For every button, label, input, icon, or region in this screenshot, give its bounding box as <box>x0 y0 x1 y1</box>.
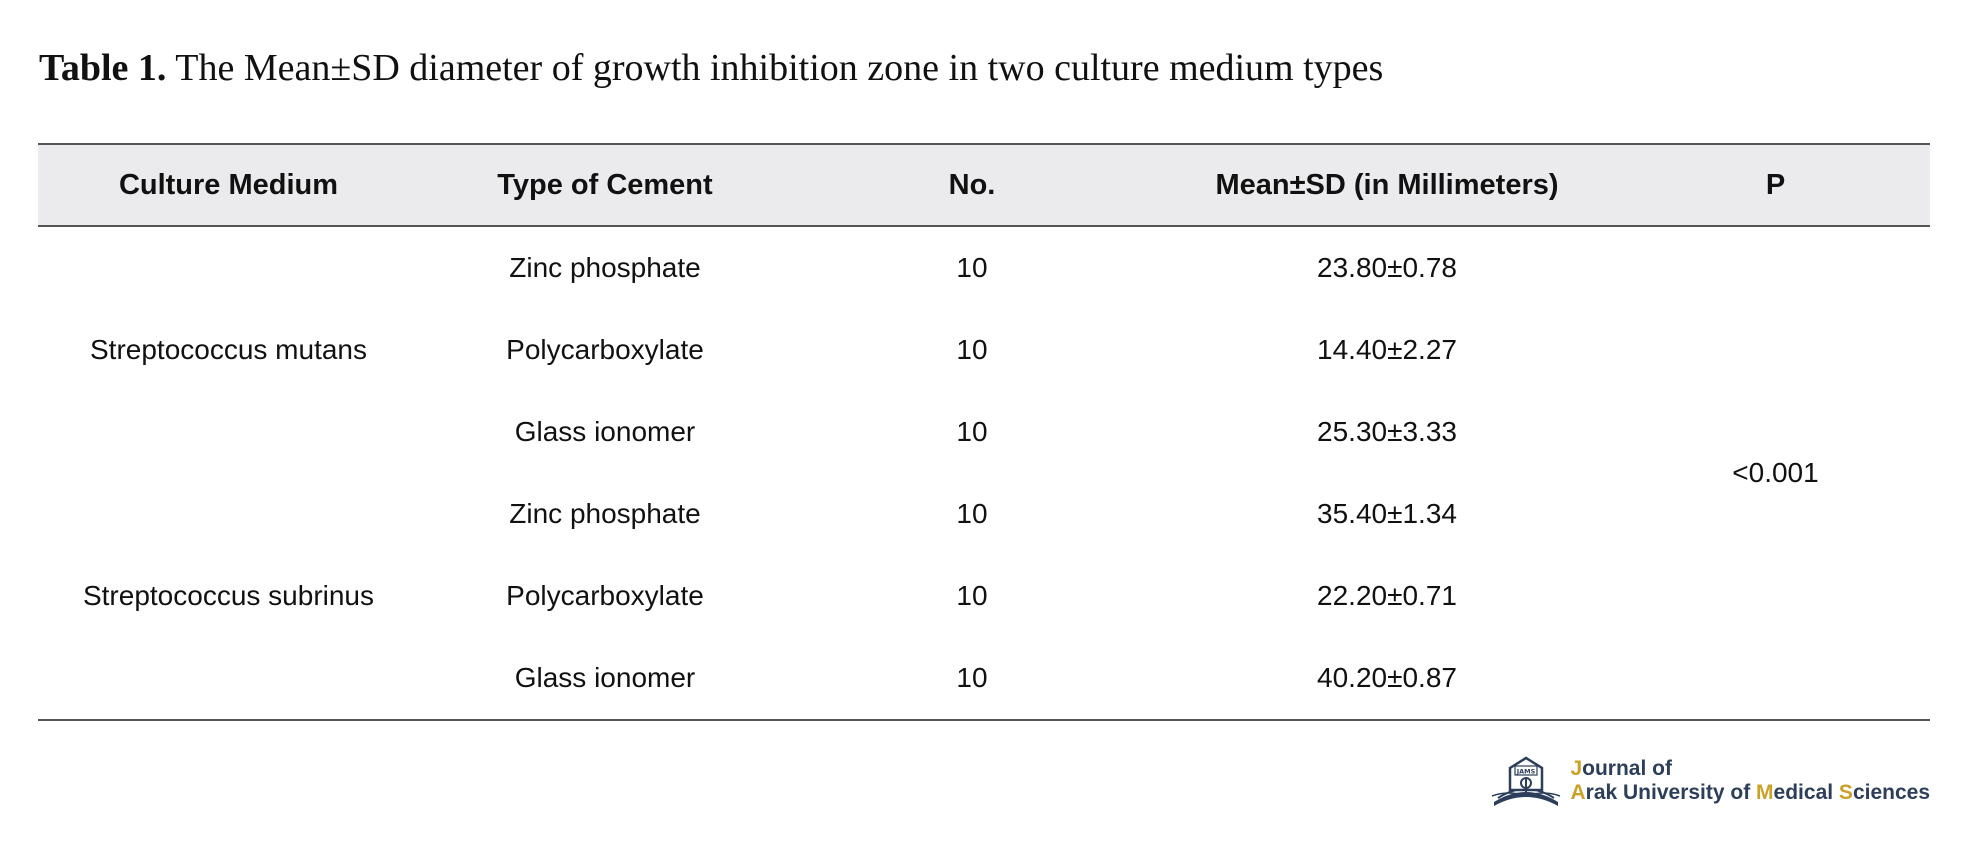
journal-logo <box>1488 752 1930 810</box>
count-cell: 10 <box>956 252 988 283</box>
cement-cell: Zinc phosphate <box>509 252 701 283</box>
header-no: No. <box>791 144 1153 226</box>
caption-label: Table 1. <box>39 47 167 89</box>
cement-cell: Polycarboxylate <box>506 334 704 365</box>
table-caption <box>39 46 1383 90</box>
cement-cell: Polycarboxylate <box>506 580 704 611</box>
journal-emblem-icon <box>1488 752 1564 810</box>
culture-medium-cell: Streptococcus subrinus <box>38 473 419 720</box>
journal-name-line1: Journal of <box>1570 757 1672 780</box>
header-culture-medium: Culture Medium <box>38 144 419 226</box>
journal-name <box>1570 757 1930 805</box>
results-table <box>38 143 1930 721</box>
p-value-cell: <0.001 <box>1621 226 1930 720</box>
journal-name-line2: Arak University of Medical Sciences <box>1570 781 1930 804</box>
mean-sd-cell: 22.20±0.71 <box>1317 580 1457 611</box>
count-cell: 10 <box>956 334 988 365</box>
culture-medium-cell: Streptococcus mutans <box>89 334 368 365</box>
mean-sd-cell: 35.40±1.34 <box>1317 498 1457 529</box>
svg-text:JAMS: JAMS <box>1517 767 1536 776</box>
cement-cell: Glass ionomer <box>419 637 791 720</box>
cement-cell: Glass ionomer <box>514 416 696 447</box>
mean-sd-cell: 25.30±3.33 <box>1317 416 1457 447</box>
header-p: P <box>1621 144 1930 226</box>
table-row <box>38 226 1930 309</box>
count-cell: 10 <box>791 637 1153 720</box>
mean-sd-cell: 14.40±2.27 <box>1317 334 1457 365</box>
header-row <box>38 144 1930 226</box>
mean-sd-cell: 23.80±0.78 <box>1317 252 1457 283</box>
header-mean-sd: Mean±SD (in Millimeters) <box>1153 144 1621 226</box>
header-type-of-cement: Type of Cement <box>419 144 791 226</box>
count-cell: 10 <box>956 416 988 447</box>
mean-sd-cell: 40.20±0.87 <box>1153 637 1621 720</box>
count-cell: 10 <box>956 498 988 529</box>
cement-cell: Zinc phosphate <box>509 498 701 529</box>
caption-text: The Mean±SD diameter of growth inhibition zone in two culture medium types <box>166 47 1384 89</box>
count-cell: 10 <box>956 580 988 611</box>
